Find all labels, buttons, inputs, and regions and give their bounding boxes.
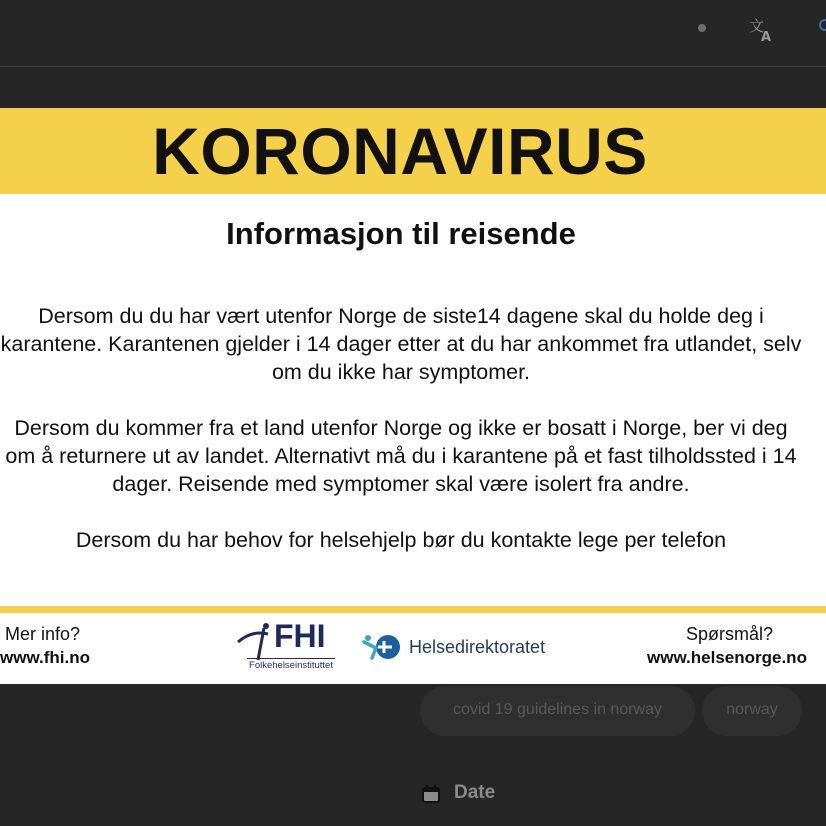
related-search-chip[interactable]: norway bbox=[702, 686, 802, 736]
yellow-divider bbox=[0, 606, 826, 613]
svg-text:A: A bbox=[761, 30, 772, 42]
banner-subtitle: Informasjon til reisende bbox=[226, 216, 576, 251]
helsedirektoratet-name: Helsedirektoratet bbox=[409, 637, 546, 657]
helsenorge-link: www.helsenorge.no bbox=[647, 648, 807, 667]
dot-icon[interactable] bbox=[698, 24, 706, 32]
fhi-link: www.fhi.no bbox=[0, 648, 91, 667]
questions-label: Spørsmål? bbox=[686, 624, 774, 644]
info-paragraph: Dersom du du har vært utenfor Norge de siste14 dagene skal du holde deg i karantene. Karantenen gjelder i 14 dager etter at du har ankommet fra utlandet, selv om du ikke har symptomer. bbox=[0, 304, 802, 384]
date-filter-label[interactable]: Date bbox=[454, 782, 496, 803]
helsedirektoratet-logo-icon bbox=[362, 632, 402, 662]
title-band bbox=[0, 108, 826, 194]
more-info-label: Mer info? bbox=[5, 624, 81, 644]
info-paragraph: Dersom du har behov for helsehjelp bør du kontakte lege per telefon bbox=[75, 528, 727, 552]
search-icon[interactable] bbox=[816, 18, 826, 36]
calendar-icon[interactable] bbox=[421, 784, 441, 804]
top-app-bar bbox=[0, 0, 826, 67]
fhi-name: FHI bbox=[274, 618, 326, 654]
fhi-full-name: Folkehelseinstituttet bbox=[247, 658, 335, 671]
corona-info-banner bbox=[0, 108, 826, 684]
banner-title: KORONAVIRUS bbox=[152, 114, 648, 188]
translate-icon[interactable] bbox=[748, 16, 776, 42]
info-paragraph: Dersom du kommer fra et land utenfor Norge og ikke er bosatt i Norge, ber vi deg om å returnere ut av landet. Alternativt må du i karantene på et fast tilholdssted i 14 dager. Reisende med symptomer skal være isolert fra andre. bbox=[5, 416, 797, 496]
svg-text:文: 文 bbox=[749, 17, 765, 35]
related-search-chip[interactable]: covid 19 guidelines in norway bbox=[420, 686, 695, 736]
